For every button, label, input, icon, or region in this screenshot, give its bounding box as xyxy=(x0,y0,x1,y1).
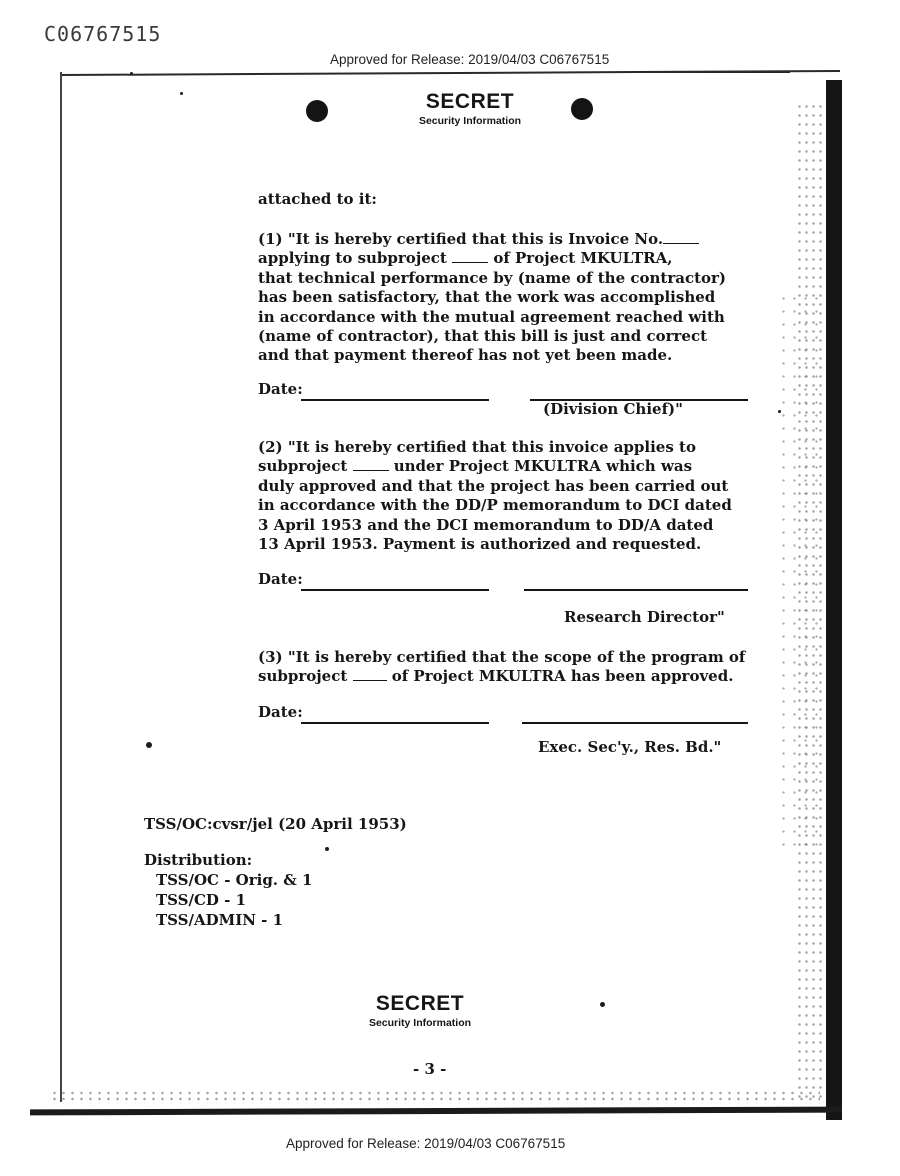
subproject-blank-1 xyxy=(452,251,488,263)
distribution-heading: Distribution: xyxy=(144,851,253,869)
classification-caveat-bottom: Security Information xyxy=(368,1017,472,1029)
cert2-date-label: Date: xyxy=(258,570,303,588)
cert1-date-label: Date: xyxy=(258,380,303,398)
cert1-line-2a: applying to subproject xyxy=(258,249,447,268)
cert1-signatory: (Division Chief)" xyxy=(543,400,683,418)
subproject-blank-2 xyxy=(353,459,389,471)
classification-level-top: SECRET xyxy=(425,90,515,113)
scan-noise-margin xyxy=(778,292,818,852)
cert1-line-1 xyxy=(258,230,726,249)
cert3-line-2a: subproject xyxy=(258,667,348,686)
punch-hole-left xyxy=(306,100,328,122)
scan-speck xyxy=(130,72,133,75)
cert3-line-2 xyxy=(258,667,745,686)
distribution-item: TSS/OC - Orig. & 1 xyxy=(156,871,313,889)
page-edge-top xyxy=(60,70,840,76)
scan-speck xyxy=(325,847,329,851)
cert3-line-2b: of Project MKULTRA has been approved. xyxy=(391,667,734,686)
cert1-line-6: (name of contractor), that this bill is just and correct xyxy=(258,327,708,346)
scan-speck xyxy=(600,1002,605,1007)
certification-2 xyxy=(258,438,732,554)
cert2-line-6: 13 April 1953. Payment is authorized and requested. xyxy=(258,535,702,554)
cert2-date-line xyxy=(301,589,489,591)
page-edge-left xyxy=(60,72,62,1102)
reference-line: TSS/OC:cvsr/jel (20 April 1953) xyxy=(144,815,407,833)
cert2-signatory: Research Director" xyxy=(564,608,725,626)
cert1-line-2 xyxy=(258,249,726,268)
scanned-page xyxy=(30,62,852,1122)
cert3-signatory: Exec. Sec'y., Res. Bd." xyxy=(538,738,722,756)
punch-hole-right xyxy=(571,98,593,120)
document-id: C06767515 xyxy=(44,22,162,46)
intro-text: attached to it: xyxy=(258,190,377,208)
certification-1 xyxy=(258,230,726,366)
classification-level-bottom: SECRET xyxy=(375,992,465,1015)
cert3-line-1: (3) "It is hereby certified that the scope of the program of xyxy=(258,648,746,666)
certification-3 xyxy=(258,648,745,687)
cert1-line-1-text: (1) "It is hereby certified that this is Invoice No. xyxy=(258,230,664,248)
classification-footer xyxy=(360,992,480,1029)
cert2-line-2 xyxy=(258,457,732,476)
scan-noise-bottom xyxy=(50,1090,820,1104)
cert1-line-5: in accordance with the mutual agreement reached with xyxy=(258,307,725,326)
scan-speck xyxy=(180,92,183,95)
cert2-line-5: 3 April 1953 and the DCI memorandum to DD/A dated xyxy=(258,515,714,534)
release-stamp-bottom: Approved for Release: 2019/04/03 C06767515 xyxy=(286,1136,566,1151)
cert1-line-3: that technical performance by (name of the contractor) xyxy=(258,268,727,287)
page-edge-right xyxy=(826,80,842,1120)
distribution-item: TSS/CD - 1 xyxy=(156,891,247,909)
cert1-line-7: and that payment thereof has not yet been made. xyxy=(258,346,673,365)
cert2-line-4: in accordance with the DD/P memorandum to DCI dated xyxy=(258,496,732,515)
cert2-line-2a: subproject xyxy=(258,457,348,476)
classification-caveat-top: Security Information xyxy=(418,115,522,127)
cert1-line-4: has been satisfactory, that the work was accomplished xyxy=(258,288,716,307)
scan-speck xyxy=(146,742,152,748)
release-stamp-top: Approved for Release: 2019/04/03 C06767515 xyxy=(330,52,610,67)
subproject-blank-3 xyxy=(353,669,387,681)
cert2-signature-line xyxy=(524,589,748,591)
cert2-line-2b: under Project MKULTRA which was xyxy=(393,457,693,476)
cert3-date-line xyxy=(301,722,489,724)
cert2-line-3: duly approved and that the project has been carried out xyxy=(258,476,729,495)
cert3-signature-line xyxy=(522,722,748,724)
page-edge-bottom xyxy=(30,1107,842,1116)
cert3-date-label: Date: xyxy=(258,703,303,721)
cert1-line-2b: of Project MKULTRA, xyxy=(493,249,673,268)
distribution-list xyxy=(144,850,312,930)
classification-header xyxy=(410,90,530,127)
cert1-date-line xyxy=(301,399,489,401)
scan-speck xyxy=(778,410,781,413)
page-number: - 3 - xyxy=(413,1060,447,1078)
distribution-item: TSS/ADMIN - 1 xyxy=(156,911,284,929)
cert2-line-1: (2) "It is hereby certified that this invoice applies to xyxy=(258,438,696,456)
invoice-number-blank xyxy=(663,232,699,244)
